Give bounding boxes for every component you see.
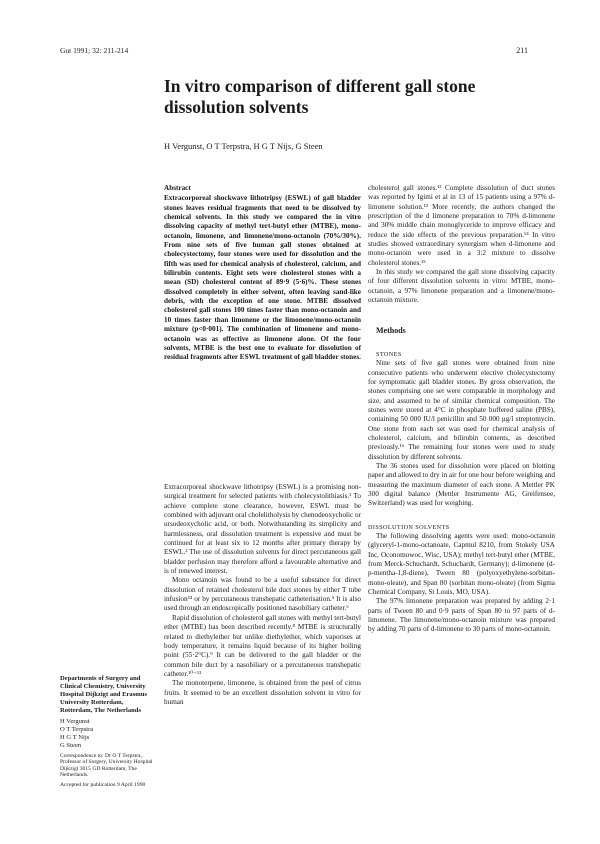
correspondence-note: Correspondence to: Dr O T Terpstra, Professor of Surgery, University Hospital Dijkzigt 3015 GD Rotterdam, The Netherlands. <box>60 753 153 779</box>
sidebar-names <box>60 718 156 750</box>
solvents-paragraph: The following dissolving agents were used: mono-octanoin (glyceryl-1-mono-octanoate, Capmul 8210, from Stokely USA Inc, Oconomowoc, Wisc, USA); methyl tert-butyl ether (MTBE, from Merck-Schuchardt, Schuchardt, Germany); d-limonene (d-p-mentha-1,8-diene), Tween 80 (polyoxyethylene-sorbitan-mono-oleate), and Span 80 (sorbitan mono-oleate) (from Sigma Chemical Company, St Louis, MO, USA). <box>368 532 555 597</box>
author-sidebar <box>60 675 156 788</box>
article-title: In vitro comparison of different gall stone dissolution solvents <box>164 76 476 117</box>
abstract-heading: Abstract <box>164 184 191 192</box>
intro-paragraph: Rapid dissolution of cholesterol gall stones with methyl tert-butyl ether (MTBE) has been described recently.⁸ MTBE is structurally related to diethylether but unlike diethylether, which vaporises at body temperature, it remains liquid because of its higher boiling point (55·2°C).⁹ It can be delivered to the gall bladder or the common bile duct by a nasobiliary or a percutaneous transhepatic catheter.¹⁰⁻¹¹ <box>164 613 361 678</box>
sidebar-author: O T Terpstra <box>60 726 94 733</box>
abstract-block <box>164 184 361 363</box>
solvents-subheading: DISSOLUTION SOLVENTS <box>368 523 450 531</box>
stones-paragraph: Nine sets of five gall stones were obtained from nine consecutive patients who underwent elective cholecystectomy for symptomatic gall bladder stones. By gross observation, the stones comprising one set were comparable in morphology and size, and assumed to be of similar chemical composition. The stones were stored at 4°C in phosphate buffered saline (PBS), containing 50 000 IU/l penicillin and 50 000 μg/l streptomycin. One stone from each set was used for chemical analysis of cholesterol, calcium, and bilirubin contents, as described previously.¹⁶ The remaining four stones were used to study dissolution by different solvents. <box>368 359 555 461</box>
intro-paragraph: Extracorporeal shockwave lithotripsy (ESWL) is a promising non-surgical treatment for selected patients with cholecystolithiasis.¹ To achieve complete stone clearance, however, ESWL must be combined with adjuvant oral cholelitholysis by chenodeoxycholic or ursodeoxycholic acid, or both. Notwithstanding its simplicity and harmlessness, oral dissolution treatment is expensive and must be continued for at least six to 12 months after primary therapy by ESWL.² The use of dissolution solvents for direct percutaneous gall bladder perfusion may therefore afford a favourable alternative and is of renewed interest. <box>164 483 362 576</box>
stones-subheading: STONES <box>376 350 402 358</box>
intro-paragraph: The monoterpene, limonene, is obtained from the peel of citrus fruits. It seemed to be an excellent dissolution solvent in vitro for human <box>164 679 361 706</box>
right-column <box>368 184 555 635</box>
solvents-paragraph: The 97% limonene preparation was prepared by adding 2·1 parts of Tween 80 and 0·9 parts of Span 80 to 97 parts of d-limonene. The limonene/mono-octanoin mixture was prepared by adding 70 parts of d-limonene to 30 parts of mono-octanoin. <box>368 597 555 634</box>
author-list: H Vergunst, O T Terpstra, H G T Nijs, G Steen <box>164 141 323 151</box>
journal-reference: Gut 1991; 32: 211-214 <box>60 46 129 55</box>
sidebar-author: H Vergunst <box>60 718 90 725</box>
page-number: 211 <box>516 46 528 55</box>
introduction-column <box>164 483 361 707</box>
intro-continuation: In this study we compared the gall stone dissolving capacity of four different dissolution solvents in vitro: MTBE, mono-octanoin, a 97% limonene preparation and a limonene/mono-octanoin mixture. <box>368 268 555 305</box>
sidebar-author: G Steen <box>60 742 82 749</box>
sidebar-author: H G T Nijs <box>60 734 90 741</box>
stones-paragraph: The 36 stones used for dissolution were placed on blotting paper and allowed to dry in air for one hour before weighing and measuring the maximum diameter of each stone. A Mettler PK 300 digital balance (Mettler Instrumente AG, Greifensee, Switzerland) was used for weighing. <box>368 461 555 508</box>
intro-continuation: cholesterol gall stones.¹² Complete dissolution of duct stones was reported by Igimi et al in 13 of 15 patients using a 97% d-limonene solution.¹³ More recently, the authors changed the prescription of the d limonene preparation to 70% d-limonene and 30% middle chain monoglyceride to improve efficacy and reduce the side effects of the previous preparation.¹⁴ In vitro studies showed extraordinary synergism when d-limonene and mono-octanoin were used in a 3:2 mixture to dissolve cholesterol stones.¹⁵ <box>368 184 555 267</box>
methods-heading: Methods <box>376 326 406 336</box>
abstract-text: Extracorporeal shockwave lithotripsy (ESWL) of gall bladder stones leaves residual fragments that need to be dissolved by chemical solvents. In this study we compared the in vitro dissolving capacity of methyl tert-butyl ether (MTBE), mono-octanoin, limonene, and limonene/mono-octanoin (70%/30%). From nine sets of five human gall stones obtained at cholecystectomy, four stones were used for dissolution and the fifth was used for chemical analysis of cholesterol, calcium, and bilirubin contents. Eight sets were cholesterol stones with a mean (SD) cholesterol content of 89·9 (5·6)%. These stones dissolved completely in either solvent, often leaving sand-like debris, with the exception of one stone. MTBE dissolved cholesterol gall stones 100 times faster than mono-octanoin and 10 times faster than limonene or the limonene/mono-octanoin mixture (p<0·001). The combination of limonene and mono-octanoin was as effective as limonene alone. Of the four solvents, MTBE is the best one to evaluate for dissolution of residual fragments after ESWL treatment of gall bladder stones. <box>164 194 361 362</box>
accepted-date: Accepted for publication 9 April 1990 <box>60 781 146 788</box>
intro-paragraph: Mono octanoin was found to be a useful substance for direct dissolution of retained cholesterol bile duct stones by either T tube infusion³⁴ or by percutaneous transhepatic catheterisation.⁵ It is also used through an endoscopically positioned nasobiliary catheter.⁶ <box>164 576 361 613</box>
affiliation: Departments of Surgery and Clinical Chemistry, University Hospital Dijkzigt and Erasmus University Rotterdam, Rotterdam, The Netherlands <box>60 675 148 714</box>
